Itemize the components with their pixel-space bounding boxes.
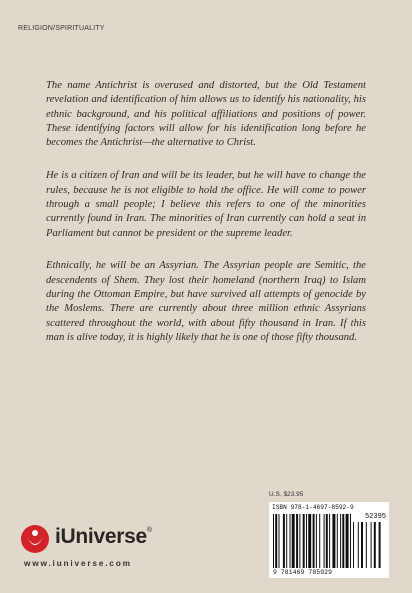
price-label: U.S. $23.95 xyxy=(269,491,304,498)
blurb xyxy=(46,79,366,364)
isbn-number: ISBN 978-1-4697-8592-9 xyxy=(272,504,354,511)
blurb-paragraph-1: The name Antichrist is overused and distorted, but the Old Testament revelation and identification of him allows us to identify his nationality, his ethnic background, and his political affiliations and positions of power. These identifying factors will allow for his identification long before he becomes the Antichrist—the alternative to Christ. xyxy=(46,80,366,149)
barcode-digits: 9 781469 785929 xyxy=(273,569,333,576)
blurb-paragraph-3: Ethnically, he will be an Assyrian. The Assyrian people are Semitic, the descendents of Shem. They lost their homeland (northern Iraq) to Islam during the Ottoman Empire, but have survived all attempts of genocide by the Moslems. There are currently about three million ethnic Assyrians scattered throughout the world, with about fifty thousand in Iran. If this man is alive today, it is highly likely that he is one of those fifty thousand. xyxy=(46,260,366,344)
barcode-addon-digits: 52395 xyxy=(364,513,386,521)
iuniverse-logo-icon xyxy=(20,524,50,554)
publisher-website: www.iuniverse.com xyxy=(24,558,132,568)
publisher-name: iUniverse® xyxy=(55,525,152,548)
isbn-barcode xyxy=(269,502,389,578)
barcode-bars xyxy=(273,514,386,570)
category-label: RELIGION/SPIRITUALITY xyxy=(18,25,105,32)
blurb-paragraph-2: He is a citizen of Iran and will be its leader, but he will have to change the rules, because he is not eligible to hold the office. He will come to power through a small people; I believe this refers to one of the minorities currently found in Iran. The minorities of Iran currently can hold a seat in Parliament but cannot be president or the supreme leader. xyxy=(46,170,366,239)
